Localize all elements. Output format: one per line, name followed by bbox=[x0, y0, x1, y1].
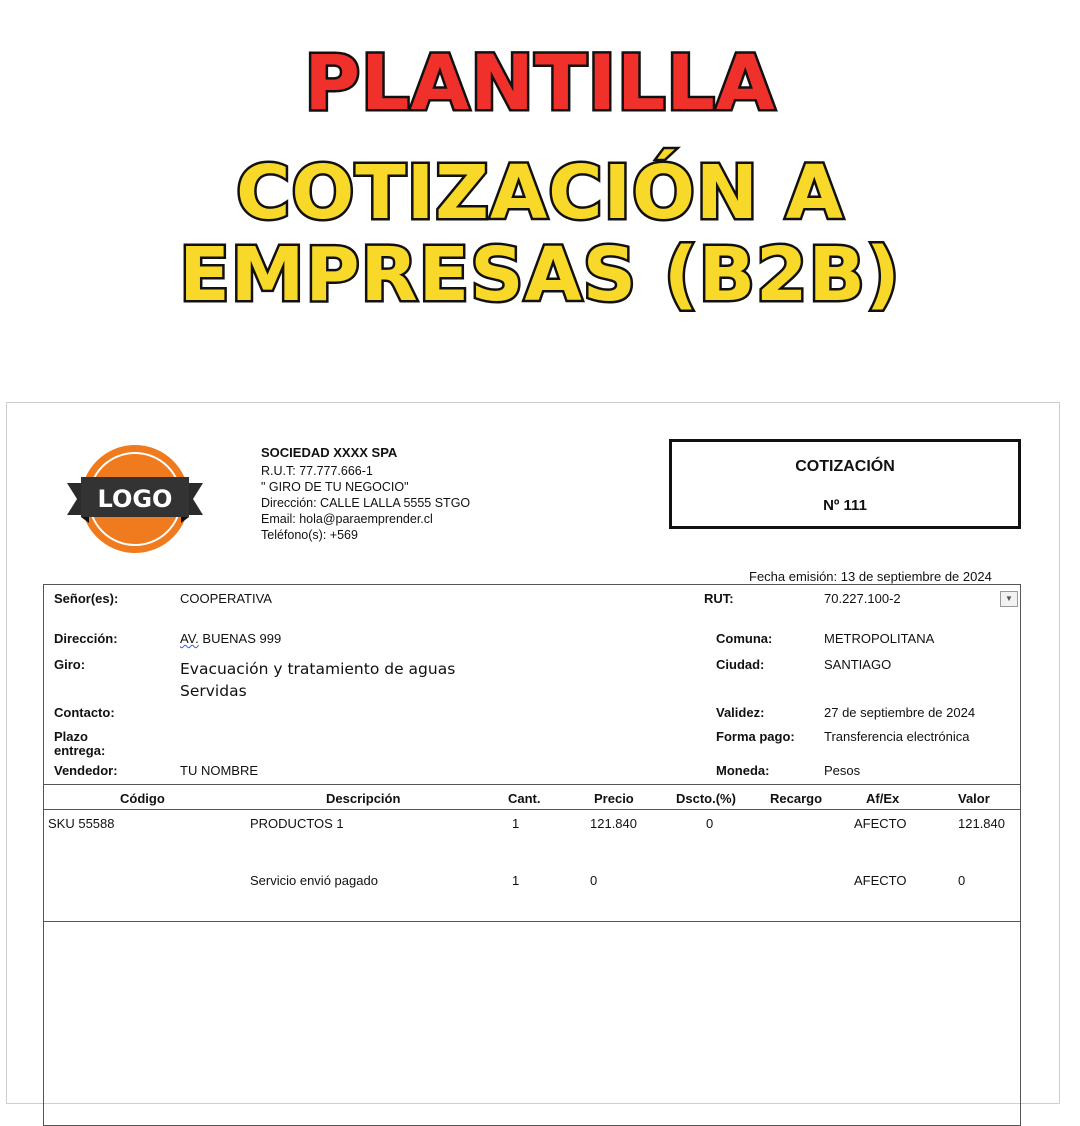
col-codigo: Código bbox=[120, 791, 165, 806]
senores-value: COOPERATIVA bbox=[180, 591, 272, 606]
col-valor: Valor bbox=[958, 791, 990, 806]
forma-pago-label: Forma pago: bbox=[716, 729, 795, 744]
row1-dscto: 0 bbox=[706, 816, 714, 831]
comuna-value: METROPOLITANA bbox=[824, 631, 935, 646]
client-rut-label: RUT: bbox=[704, 591, 734, 606]
client-rut-value: 70.227.100-2 bbox=[824, 591, 901, 606]
company-phone: Teléfono(s): +569 bbox=[261, 528, 358, 542]
plazo-entrega-label: Plazo entrega: bbox=[54, 729, 106, 758]
row2-afex: AFECTO bbox=[854, 873, 907, 888]
row2-cant: 1 bbox=[512, 873, 520, 888]
items-header-bottom-line bbox=[44, 809, 1020, 810]
col-cant: Cant. bbox=[508, 791, 541, 806]
giro-value: Evacuación y tratamiento de aguas Servidas bbox=[180, 660, 456, 700]
row1-codigo: SKU 55588 bbox=[48, 816, 115, 831]
row1-precio: 121.840 bbox=[590, 816, 637, 831]
rut-dropdown-button[interactable]: ▼ bbox=[1000, 591, 1018, 607]
comuna-label: Comuna: bbox=[716, 631, 773, 646]
quotation-document bbox=[6, 402, 1060, 1104]
row2-precio: 0 bbox=[590, 873, 598, 888]
moneda-value: Pesos bbox=[824, 763, 861, 778]
items-bottom-line bbox=[44, 921, 1020, 922]
quote-number: Nº 111 bbox=[823, 497, 867, 514]
vendedor-value: TU NOMBRE bbox=[180, 763, 258, 778]
col-dscto: Dscto.(%) bbox=[676, 791, 736, 806]
contacto-label: Contacto: bbox=[54, 705, 115, 720]
items-header-top-line bbox=[44, 784, 1020, 785]
ciudad-label: Ciudad: bbox=[716, 657, 765, 672]
validez-label: Validez: bbox=[716, 705, 765, 720]
vendedor-label: Vendedor: bbox=[54, 763, 118, 778]
giro-label: Giro: bbox=[54, 657, 86, 672]
quote-title: COTIZACIÓN bbox=[795, 458, 895, 475]
row2-valor: 0 bbox=[958, 873, 966, 888]
headline-plantilla: PLANTILLA bbox=[304, 38, 776, 127]
ciudad-value: SANTIAGO bbox=[824, 657, 892, 672]
row1-afex: AFECTO bbox=[854, 816, 907, 831]
col-descripcion: Descripción bbox=[326, 791, 401, 806]
col-afex: Af/Ex bbox=[866, 791, 900, 806]
row2-descripcion: Servicio envió pagado bbox=[250, 873, 378, 888]
company-address: Dirección: CALLE LALLA 5555 STGO bbox=[261, 496, 471, 510]
senores-label: Señor(es): bbox=[54, 591, 119, 606]
company-info bbox=[261, 445, 470, 543]
col-precio: Precio bbox=[594, 791, 634, 806]
col-recargo: Recargo bbox=[770, 791, 823, 806]
direccion-label: Dirección: bbox=[54, 631, 118, 646]
headline-empresas: EMPRESAS (B2B) bbox=[179, 232, 901, 318]
moneda-label: Moneda: bbox=[716, 763, 770, 778]
validez-value: 27 de septiembre de 2024 bbox=[824, 705, 976, 720]
headline-cotizacion: COTIZACIÓN A bbox=[236, 150, 844, 236]
direccion-rest: BUENAS 999 bbox=[198, 631, 282, 646]
client-box bbox=[43, 584, 1021, 1126]
company-giro: " GIRO DE TU NEGOCIO" bbox=[261, 480, 409, 494]
row1-cant: 1 bbox=[512, 816, 520, 831]
quote-number-box bbox=[669, 439, 1021, 529]
row1-descripcion: PRODUCTOS 1 bbox=[250, 816, 344, 831]
direccion-value bbox=[180, 631, 281, 646]
company-rut: R.U.T: 77.777.666-1 bbox=[261, 464, 373, 478]
logo-badge bbox=[67, 443, 203, 555]
logo-text: LOGO bbox=[97, 485, 173, 513]
issue-date: Fecha emisión: 13 de septiembre de 2024 bbox=[749, 569, 992, 584]
row1-valor: 121.840 bbox=[958, 816, 1005, 831]
direccion-prefix: AV. bbox=[180, 631, 199, 646]
company-name: SOCIEDAD XXXX SPA bbox=[261, 445, 398, 460]
forma-pago-value: Transferencia electrónica bbox=[824, 729, 970, 744]
company-email: Email: hola@paraemprender.cl bbox=[261, 512, 433, 526]
